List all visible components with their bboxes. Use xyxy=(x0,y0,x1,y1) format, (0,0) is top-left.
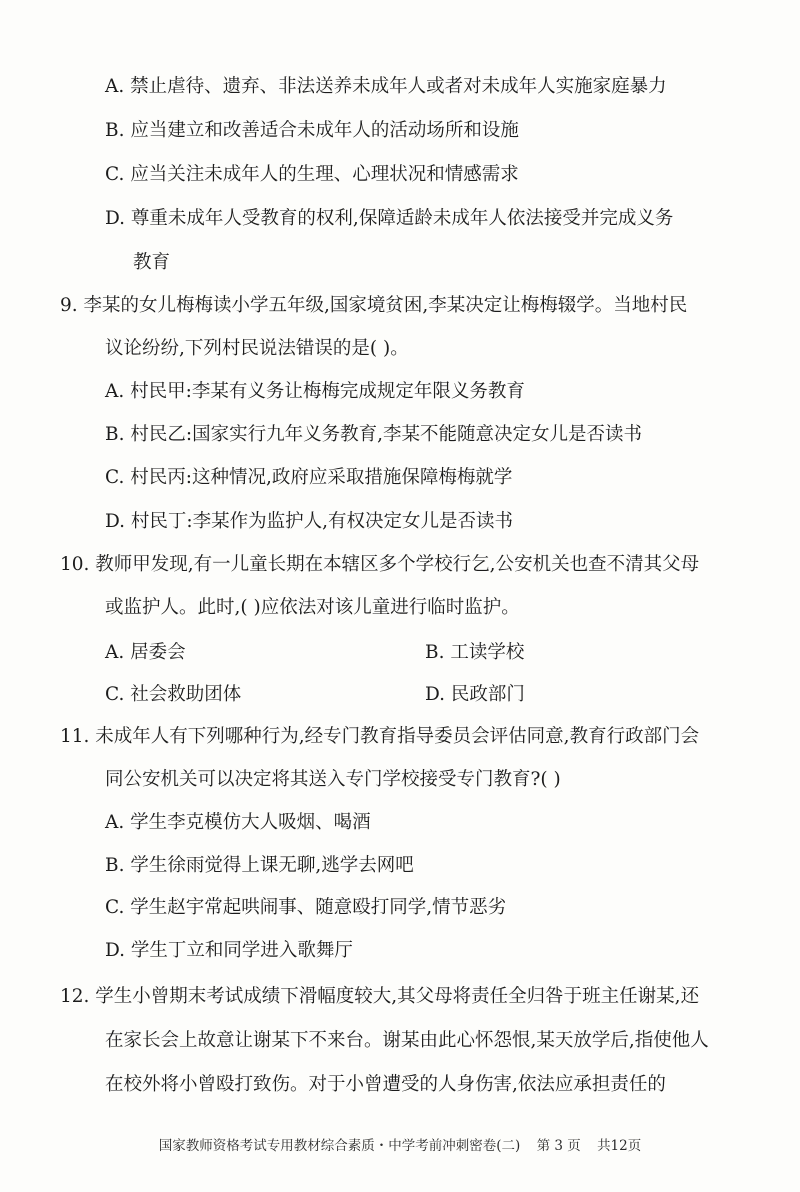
q9-option-b: B. 村民乙:国家实行九年义务教育,李某不能随意决定女儿是否读书 xyxy=(105,424,642,445)
q9-option-d: D. 村民丁:李某作为监护人,有权决定女儿是否读书 xyxy=(105,511,514,532)
footer-page-number: 第 3 页 xyxy=(536,1138,581,1154)
q12-stem: 12. 学生小曾期末考试成绩下滑幅度较大,其父母将责任全归咎于班主任谢某,还 xyxy=(60,986,700,1007)
q12-stem-cont-1: 在家长会上故意让谢某下不来台。谢某由此心怀怨恨,某天放学后,指使他人 xyxy=(105,1030,709,1051)
footer-total-pages: 共12页 xyxy=(597,1138,642,1154)
footer-title: 国家教师资格考试专用教材综合素质・中学考前冲刺密卷(二) xyxy=(158,1138,521,1154)
q10-option-d: D. 民政部门 xyxy=(425,684,525,705)
q9-option-c: C. 村民丙:这种情况,政府应采取措施保障梅梅就学 xyxy=(105,467,513,488)
q8-option-d: D. 尊重未成年人受教育的权利,保障适龄未成年人依法接受并完成义务 xyxy=(105,208,674,229)
q10-option-a: A. 居委会 xyxy=(105,642,186,663)
q8-option-d-cont: 教育 xyxy=(133,252,171,273)
page-footer xyxy=(0,1134,800,1154)
q9-stem: 9. 李某的女儿梅梅读小学五年级,国家境贫困,李某决定让梅梅辍学。当地村民 xyxy=(60,295,688,316)
q10-option-b: B. 工读学校 xyxy=(425,642,525,663)
q9-option-a: A. 村民甲:李某有义务让梅梅完成规定年限义务教育 xyxy=(105,381,525,402)
q8-option-a: A. 禁止虐待、遗弃、非法送养未成年人或者对未成年人实施家庭暴力 xyxy=(105,76,667,97)
q11-option-c: C. 学生赵宇常起哄闹事、随意殴打同学,情节恶劣 xyxy=(105,897,507,918)
q9-stem-cont: 议论纷纷,下列村民说法错误的是( )。 xyxy=(105,338,409,359)
q10-stem-cont: 或监护人。此时,( )应依法对该儿童进行临时监护。 xyxy=(105,597,520,618)
q11-option-b: B. 学生徐雨觉得上课无聊,逃学去网吧 xyxy=(105,855,414,876)
q8-option-b: B. 应当建立和改善适合未成年人的活动场所和设施 xyxy=(105,120,519,141)
q12-stem-cont-2: 在校外将小曾殴打致伤。对于小曾遭受的人身伤害,依法应承担责任的 xyxy=(105,1074,666,1095)
q11-option-d: D. 学生丁立和同学进入歌舞厅 xyxy=(105,940,353,961)
q11-stem: 11. 未成年人有下列哪种行为,经专门教育指导委员会评估同意,教育行政部门会 xyxy=(60,726,700,747)
q10-stem: 10. 教师甲发现,有一儿童长期在本辖区多个学校行乞,公安机关也查不清其父母 xyxy=(60,554,700,575)
q11-stem-cont: 同公安机关可以决定将其送入专门学校接受专门教育?( ) xyxy=(105,769,561,790)
q11-option-a: A. 学生李克模仿大人吸烟、喝酒 xyxy=(105,812,371,833)
q10-option-c: C. 社会救助团体 xyxy=(105,684,242,705)
q8-option-c: C. 应当关注未成年人的生理、心理状况和情感需求 xyxy=(105,164,519,185)
